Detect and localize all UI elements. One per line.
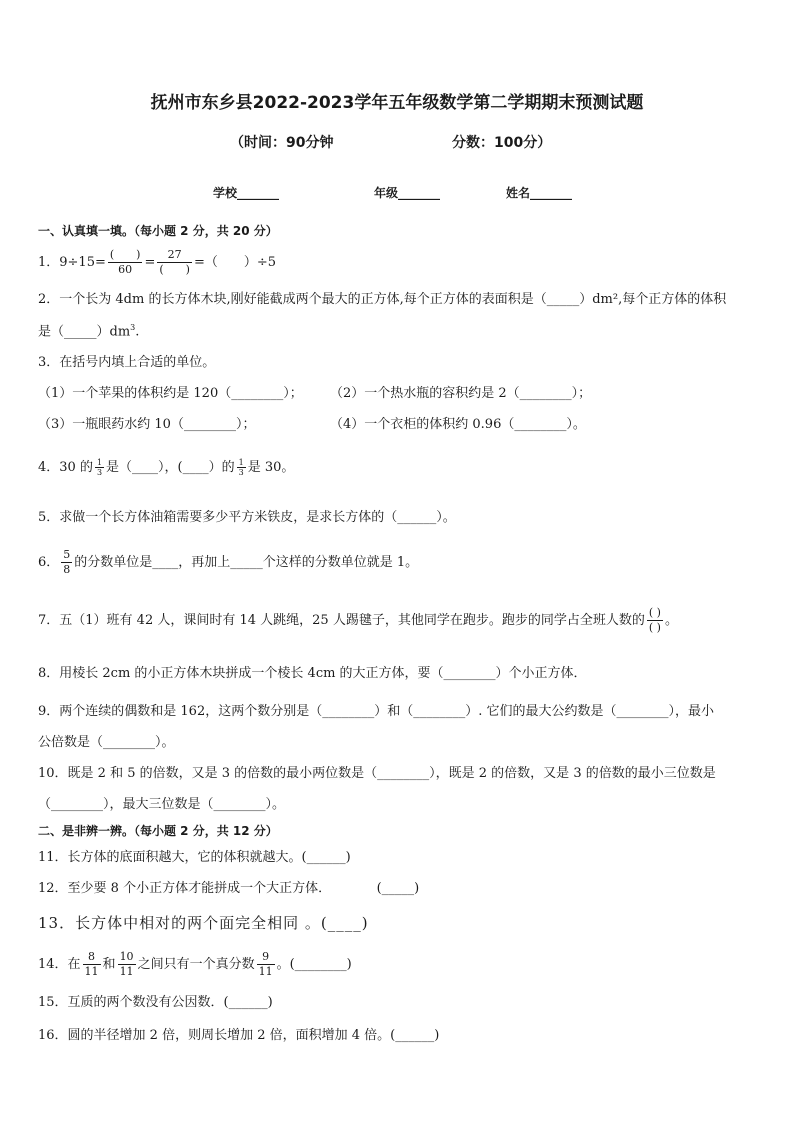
question-1: 1．9÷15= $\frac{( )}{60}$ = $\frac{27}{( )}$ =（ ）÷5 xyxy=(38,248,277,276)
question-4: 4．30 的 $\frac{1}{3}$ 是（____），(____）的 $\frac{1}{3}$ 是 30。 xyxy=(38,458,295,477)
question-3-2: （2）一个热水瓶的容积约是 2（________）； xyxy=(330,386,592,401)
question-12: 12．至少要 8 个小正方体才能拼成一个大正方体． (_____) xyxy=(38,881,420,896)
question-3-3: （3）一瓶眼药水约 10（________）； xyxy=(38,417,256,432)
question-11: 11．长方体的底面积越大，它的体积就越大。(______) xyxy=(38,850,351,865)
question-10-line2: （________），最大三位数是（________）。 xyxy=(38,797,286,812)
question-5: 5．求做一个长方体油箱需要多少平方米铁皮，是求长方体的（______）。 xyxy=(38,510,456,525)
question-8: 8．用棱长 2cm 的小正方体木块拼成一个棱长 4cm 的大正方体，要（________）个小正方体． xyxy=(38,666,587,681)
question-15: 15．互质的两个数没有公因数．(______) xyxy=(38,995,273,1010)
question-6: 6． $\frac{5}{8}$ 的分数单位是____，再加上_____个这样的分数单位就是 1。 xyxy=(38,548,419,576)
question-13: 13．长方体中相对的两个面完全相同 。(____) xyxy=(38,914,369,932)
question-2-line1: 2．一个长为 4dm 的长方体木块,刚好能截成两个最大的正方体,每个正方体的表面积是（_____）dm²,每个正方体的体积 xyxy=(38,292,727,307)
question-7: 7．五（1）班有 42 人，课间时有 14 人跳绳，25 人踢毽子，其他同学在跑步。跑步的同学占全班人数的 $\frac{( )}{( )}$ 。 xyxy=(38,606,678,634)
name-field: 姓名_______ xyxy=(506,186,573,200)
question-10-line1: 10．既是 2 和 5 的倍数，又是 3 的倍数的最小两位数是（________），既是 2 的倍数，又是 3 的倍数的最小三位数是 xyxy=(38,766,716,781)
question-9-line2: 公倍数是（________）。 xyxy=(38,735,175,750)
grade-field: 年级_______ xyxy=(374,186,441,200)
question-14: 14．在 $\frac{8}{11}$ 和 $\frac{10}{11}$ 之间只有一个真分数 $\frac{9}{11}$ 。(________) xyxy=(38,950,352,978)
question-9-line1: 9．两个连续的偶数和是 162，这两个数分别是（________）和（________）. 它们的最大公约数是（________），最小 xyxy=(38,704,714,719)
exam-score: 分数：100分） xyxy=(452,135,552,151)
exam-title: 抚州市东乡县2022-2023学年五年级数学第二学期期末预测试题 xyxy=(150,93,644,113)
question-16: 16．圆的半径增加 2 倍，则周长增加 2 倍，面积增加 4 倍。(______) xyxy=(38,1028,440,1043)
question-2-line2: 是$(\_\_\_\_\_)dm^3$. xyxy=(38,323,140,340)
section-1-heading: 一、认真填一填。（每小题 2 分，共 20 分） xyxy=(38,224,278,238)
question-3-1: （1）一个苹果的体积约是 120（________）； xyxy=(38,386,303,401)
section-2-heading: 二、是非辨一辨。（每小题 2 分，共 12 分） xyxy=(38,824,278,838)
exam-time: （时间：90分钟 xyxy=(230,135,334,151)
question-3-4: （4）一个衣柜的体积约 0.96（________）。 xyxy=(330,417,586,432)
school-field: 学校_______ xyxy=(213,186,280,200)
question-3: 3．在括号内填上合适的单位。 xyxy=(38,355,216,370)
